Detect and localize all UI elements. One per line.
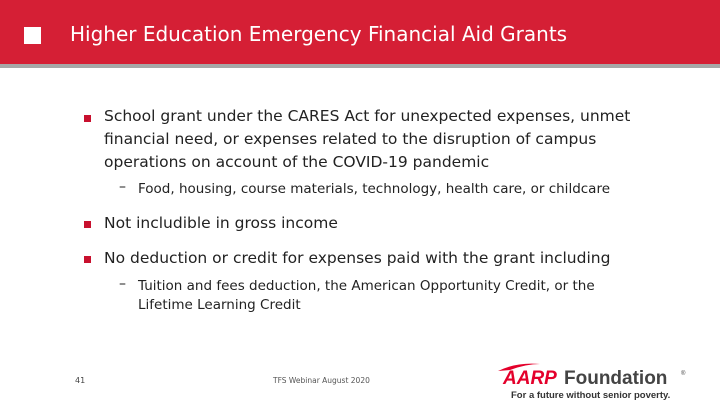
sub-dash-icon: – [119,179,126,195]
bullet-square-icon [84,115,91,122]
bullet-text-1: School grant under the CARES Act for unexpected expenses, unmet financial need, or expenses related to the disruption of campus operations on account of the COVID-19 pandemic [104,107,631,171]
aarp-foundation-logo [496,360,690,402]
slide-title: Higher Education Emergency Financial Aid Grants [70,22,568,46]
bullet-square-icon [84,256,91,263]
bullet-text-2: Not includible in gross income [104,214,338,232]
slide-header [0,0,720,68]
logo-registered: ® [681,371,686,377]
logo-word: Foundation [564,368,668,389]
sub-bullet-text-1: Food, housing, course materials, technology, health care, or childcare [138,181,611,197]
logo-tagline: For a future without senior poverty. [511,390,671,401]
footer-center-text: TFS Webinar August 2020 [273,376,370,385]
bullet-text-3: No deduction or credit for expenses paid with the grant including [104,249,611,267]
page-number: 41 [75,376,86,385]
bullet-square-icon [84,221,91,228]
logo-brand: AARP [503,368,557,389]
sub-bullet-text-3: Tuition and fees deduction, the American Opportunity Credit, or the Lifetime Learning Credit [138,278,595,313]
header-square-icon [24,27,41,44]
sub-dash-icon: – [119,276,126,292]
